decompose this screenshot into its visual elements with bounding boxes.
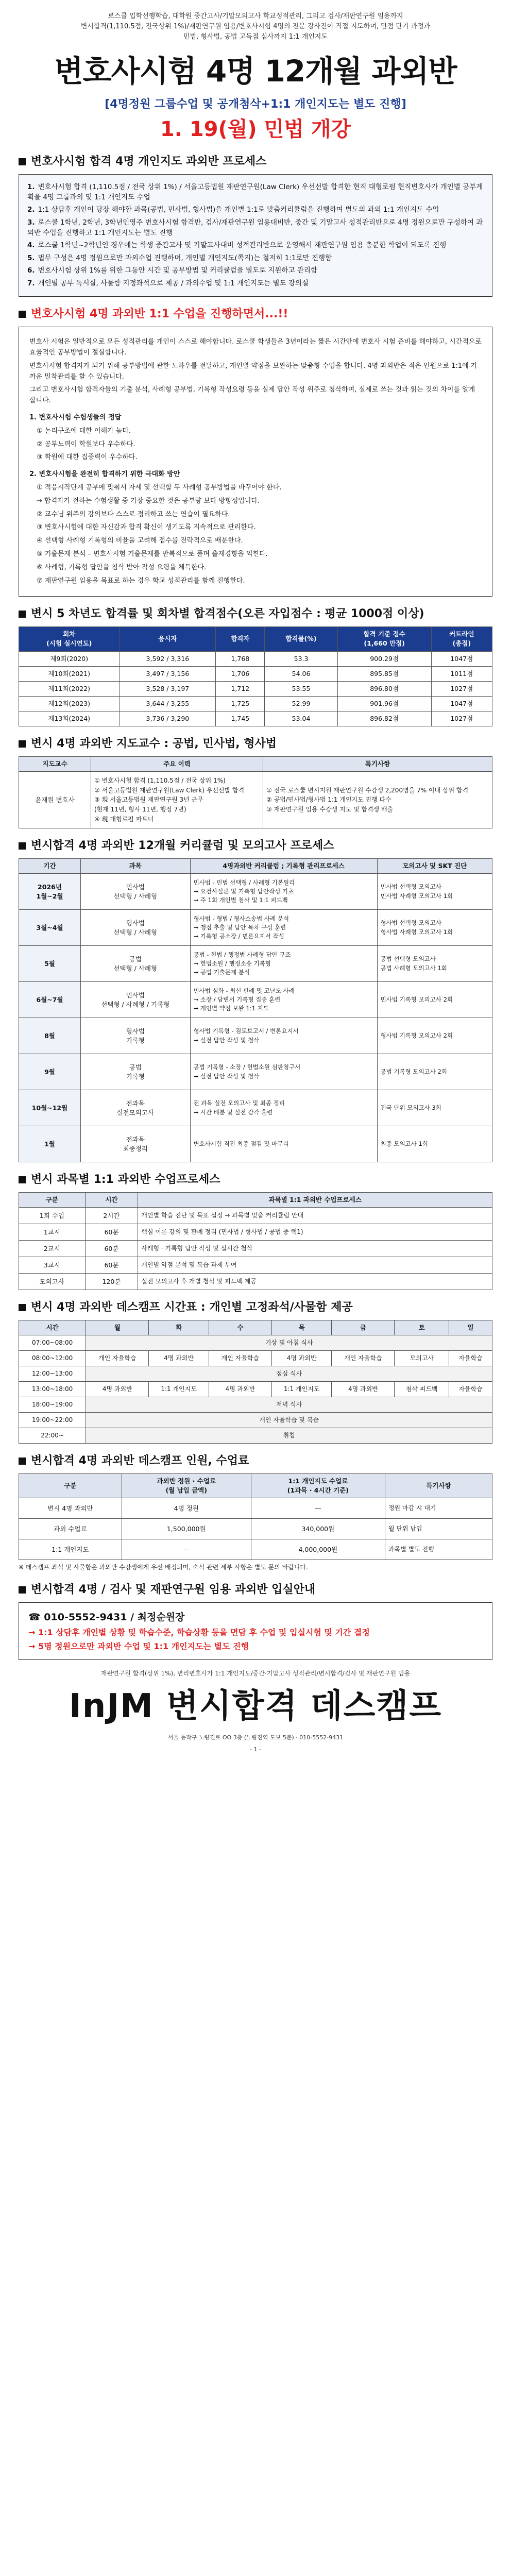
schedule-period: 6월~7월 (19, 982, 81, 1018)
table-cell: 모의고사 (395, 1351, 449, 1366)
feature-text: 변호사시험 상위 1%를 위한 그동안 시간 및 공부방법 및 커리큘럼을 별도로 지원하고 관리함 (38, 266, 317, 275)
table-cell: 4명 과외반 (86, 1382, 149, 1397)
table-cell: 120분 (85, 1274, 138, 1290)
table-cell: 1047점 (431, 651, 492, 666)
page-number: - 1 - (250, 1746, 261, 1753)
career-line: ③ 現 서울고등법원 재판연구원 3년 근무 (94, 796, 203, 804)
section-heading (19, 1582, 492, 1598)
table-cell: 896.82점 (337, 711, 431, 726)
time-cell: 07:00~08:00 (19, 1335, 86, 1351)
col-header: 과외반 정원 · 수업료 (월 납입 금액) (122, 1474, 251, 1498)
table-row (19, 1054, 492, 1090)
col-header: 토 (395, 1320, 449, 1335)
table-row (19, 681, 492, 696)
instructor-table (19, 756, 492, 828)
section-heading (19, 1299, 492, 1316)
table-cell: 1027점 (431, 711, 492, 726)
schedule-exam: 형사법 선택형 모의고사 형사법 사례형 모의고사 1회 (377, 910, 492, 946)
schedule-period: 1월 (19, 1126, 81, 1162)
table-cell: 1,706 (216, 666, 265, 681)
table-row (19, 1126, 492, 1162)
table-row (19, 946, 492, 982)
table-row (19, 910, 492, 946)
career-line: ④ 現 대형로펌 파트너 (94, 815, 154, 823)
square-bullet-icon (19, 158, 26, 165)
table-row (19, 711, 492, 726)
square-bullet-icon (19, 740, 26, 748)
section-heading-text: 변호사시험 합격 4명 개인지도 과외반 프로세스 (31, 155, 267, 168)
section-heading (19, 1453, 492, 1469)
intro-text (19, 0, 492, 42)
page-title: 변호사시험 4명 12개월 과외반 (54, 54, 457, 89)
table-cell: 895.85점 (337, 666, 431, 681)
table-cell: 3,736 / 3,290 (120, 711, 216, 726)
feature-number: 2. (27, 206, 35, 214)
schedule-curriculum: 공법 기록형 - 소장 / 헌법소원 심판청구서 → 실전 답안 작성 및 첨삭 (190, 1054, 377, 1090)
essay-item: ⑤ 기출문제 분석 – 변호사시험 기출문제를 반복적으로 풀며 출제경향을 익힌다. (37, 550, 268, 558)
schedule-subject: 민사법 선택형 / 사례형 / 기록형 (80, 982, 190, 1018)
essay-item: ① 논리구조에 대한 이해가 높다. (37, 427, 131, 435)
feature-item (27, 279, 484, 289)
note-line: ② 공법/민사법/형사법 1:1 개인지도 진행 다수 (266, 796, 391, 804)
career-line: (현재 11년, 형사 11년, 행정 7년) (94, 805, 186, 813)
feature-item (27, 205, 484, 215)
table-cell: 실전 모의고사 후 개별 첨삭 및 피드백 제공 (138, 1274, 492, 1290)
section-heading (19, 1172, 492, 1188)
table-cell: 1011점 (431, 666, 492, 681)
col-header: 특기사항 (385, 1474, 492, 1498)
col-header: 합격률(%) (265, 627, 337, 651)
col-header: 4명과외반 커리큘럼 ; 기록형 관리프로세스 (190, 859, 377, 874)
section-heading (19, 606, 492, 622)
table-cell: 53.55 (265, 681, 337, 696)
table-cell: 4명 과외반 (332, 1382, 395, 1397)
essay-box (19, 327, 492, 597)
col-header: 월 (86, 1320, 149, 1335)
col-header: 목 (271, 1320, 332, 1335)
col-header: 화 (149, 1320, 209, 1335)
schedule-exam: 최종 모의고사 1회 (377, 1126, 492, 1162)
brand-logo: InJM 변시합격 데스캠프 (69, 1687, 442, 1725)
timetable-table (19, 1320, 492, 1444)
schedule-curriculum: 공법 - 헌법 / 행정법 사례형 답안 구조 → 헌법소원 / 행정소송 기록형 → 공법 기출문제 분석 (190, 946, 377, 982)
table-cell: 취침 (86, 1428, 492, 1444)
instructor-notes (263, 772, 492, 828)
note-line: ① 전국 로스쿨 변시지원 재판연구원 수강생 2,200명을 7% 이내 상위 합격 (266, 786, 469, 794)
table-cell: 54.06 (265, 666, 337, 681)
table-cell: 4명 과외반 (209, 1382, 271, 1397)
table-cell: 1:1 개인지도 (19, 1539, 122, 1560)
table-cell: 1교시 (19, 1224, 86, 1241)
table-cell: 3,592 / 3,316 (120, 651, 216, 666)
time-cell: 19:00~22:00 (19, 1413, 86, 1428)
table-cell: 사례형 · 기록형 답안 작성 및 실시간 첨삭 (138, 1241, 492, 1257)
time-cell: 22:00~ (19, 1428, 86, 1444)
col-header: 커트라인 (총점) (431, 627, 492, 651)
schedule-subject: 민사법 선택형 / 사례형 (80, 874, 190, 910)
essay-item: ③ 변호사시험에 대한 자신감과 합격 확신이 생기도록 지속적으로 관리한다. (37, 523, 256, 532)
col-header: 1:1 개인지도 수업료 (1과목 · 4시간 기준) (251, 1474, 385, 1498)
footer-note: 재판연구원 합격(상위 1%), 변리변호사가 1:1 개인지도/중간·기말고사 성적관리/변시합격/검사 및 재판연구원 임용 (100, 1670, 411, 1677)
col-header: 기간 (19, 859, 81, 874)
apply-box (19, 1602, 492, 1660)
table-cell: 4명 과외반 (149, 1351, 209, 1366)
col-header: 일 (449, 1320, 492, 1335)
feature-text: 개인별 공부 독서실, 사물함 지정좌석으로 제공 / 과외수업 및 1:1 개인지도는 별도 강의실 (38, 279, 309, 287)
table-row (19, 1274, 492, 1290)
table-cell: 첨삭 피드백 (395, 1382, 449, 1397)
table-cell: 1,725 (216, 696, 265, 711)
table-row (19, 696, 492, 711)
schedule-curriculum: 변호사시험 직전 최종 점검 및 마무리 (190, 1126, 377, 1162)
col-header: 구분 (19, 1193, 86, 1208)
schedule-curriculum: 형사법 - 형법 / 형사소송법 사례 분석 → 쟁점 추출 및 답안 목차 구성 훈련 → 기록형 공소장 / 변론요지서 작성 (190, 910, 377, 946)
col-header: 합격자 (216, 627, 265, 651)
essay-item: ⑦ 재판연구원 임용을 목표로 하는 경우 학교 성적관리를 함께 진행한다. (37, 577, 245, 585)
schedule-period: 3월~4월 (19, 910, 81, 946)
intro-line: 변시합격(1,110.5점, 전국상위 1%)/재판연구원 임용/변호사시험 4명의 전문 강사진이 직접 지도하며, 만점 단기 과정과 (80, 23, 431, 31)
section-heading-text: 변시 4명 과외반 지도교수 : 공법, 민사법, 형사법 (31, 737, 277, 751)
square-bullet-icon (19, 1458, 26, 1465)
table-cell: 4,000,000원 (251, 1539, 385, 1560)
instructor-career (91, 772, 263, 828)
feature-item (27, 253, 484, 264)
time-cell: 18:00~19:00 (19, 1397, 86, 1413)
schedule-subject: 형사법 선택형 / 사례형 (80, 910, 190, 946)
table-row (19, 1208, 492, 1224)
essay-item: ⑥ 사례형, 기록형 답안을 첨삭 받아 작성 요령을 체득한다. (37, 563, 207, 571)
table-row (19, 1366, 492, 1382)
table-cell: 60분 (85, 1224, 138, 1241)
table-row (19, 1413, 492, 1428)
table-cell: 1,768 (216, 651, 265, 666)
table-row (19, 1351, 492, 1366)
table-row (19, 874, 492, 910)
feature-text: 변호사시험 합격 (1,110.5점 / 전국 상위 1%) / 서울고등법원 재판연구원(Law Clerk) 우선선발 합격한 현직 대형로펌 현직변호사가 개인별 공부계획을 4명 그룹과외 및 1:1 개인지도 수업 (27, 183, 483, 201)
essay-item: ③ 학원에 대한 집중력이 우수하다. (37, 453, 138, 462)
open-date: 1. 19(월) 민법 개강 (160, 117, 351, 142)
section-heading-text: 변시 4명 과외반 데스캠프 시간표 : 개인별 고정좌석/사물함 제공 (31, 1301, 353, 1314)
table-row (19, 1224, 492, 1241)
table-row (19, 1335, 492, 1351)
note-line: ③ 재판연구원 임용 수강생 지도 및 합격생 배출 (266, 805, 394, 813)
col-header: 특기사항 (263, 757, 492, 772)
table-cell: 점심 식사 (86, 1366, 492, 1382)
table-cell: 제13회(2024) (19, 711, 120, 726)
table-cell: 1:1 개인지도 (271, 1382, 332, 1397)
table-cell: 3,528 / 3,197 (120, 681, 216, 696)
table-cell: 52.99 (265, 696, 337, 711)
essay-item-list (29, 483, 482, 586)
col-header: 지도교수 (19, 757, 91, 772)
feature-item (27, 241, 484, 251)
essay-paragraph: 그리고 변호사시험 합격자들의 기출 분석, 사례형 공부법, 기록형 작성요령 등을 실제 답안 작성 위주로 첨삭하며, 실제로 쓰는 것과 읽는 것의 차이를 알게 합니다. (29, 386, 475, 405)
table-cell: 기상 및 아침 식사 (86, 1335, 492, 1351)
essay-item: ② 공부노력이 학원보다 우수하다. (37, 440, 135, 448)
schedule-curriculum: 형사법 기록형 - 검토보고서 / 변론요지서 → 실전 답안 작성 및 첨삭 (190, 1018, 377, 1054)
feature-number: 1. (27, 183, 35, 192)
square-bullet-icon (19, 842, 26, 850)
table-cell: 저녁 식사 (86, 1397, 492, 1413)
table-cell: 제10회(2021) (19, 666, 120, 681)
section-heading (19, 838, 492, 854)
schedule-subject: 공법 선택형 / 사례형 (80, 946, 190, 982)
section-heading-text: 변시합격 4명 과외반 데스캠프 인원, 수업료 (31, 1454, 249, 1468)
table-cell: 핵심 이론 강의 및 판례 정리 (민사법 / 형사법 / 공법 중 택1) (138, 1224, 492, 1241)
feature-number: 4. (27, 241, 35, 250)
section-heading-text: 변시 5 차년도 합격률 및 회차별 합격점수(오른 자입점수 : 평균 1000점 이상) (31, 607, 424, 621)
table-cell: 1,500,000원 (122, 1519, 251, 1539)
table-row (19, 1498, 492, 1519)
square-bullet-icon (19, 1586, 26, 1594)
table-cell: 제9회(2020) (19, 651, 120, 666)
table-row (19, 1397, 492, 1413)
schedule-period: 5월 (19, 946, 81, 982)
fee-note: ※ 데스캠프 좌석 및 사물함은 과외반 수강생에게 우선 배정되며, 숙식 관련 세부 사항은 별도 문의 바랍니다. (19, 1564, 308, 1571)
col-header: 합격 기준 점수 (1,660 만점) (337, 627, 431, 651)
col-header: 응시자 (120, 627, 216, 651)
table-cell: 53.3 (265, 651, 337, 666)
feature-list (19, 174, 492, 297)
essay-question: 2. 변호사시험을 완전히 합격하기 위한 극대화 방안 (29, 470, 180, 479)
table-cell: 1:1 개인지도 (149, 1382, 209, 1397)
schedule-period: 10월~12월 (19, 1090, 81, 1126)
schedule-exam: 공법 기록형 모의고사 2회 (377, 1054, 492, 1090)
feature-text: 1:1 상담후 개인이 당장 해야할 과목(공법, 민사법, 형사법)을 개인별 1:1로 맞춤커리큘럼을 진행하며 별도의 과외 1:1 개인지도 수업 (38, 206, 439, 214)
table-cell: 개인 자율학습 및 복습 (86, 1413, 492, 1428)
section-heading-text: 변호사시험 4명 과외반 1:1 수업을 진행하면서...!! (31, 308, 288, 321)
feature-text: 로스쿨 1학년~2학년인 경우에는 학생 중간고사 및 기말고사대비 성적관리반으로 운영해서 재판연구원 임용 충분한 학업이 되도록 진행 (38, 241, 447, 250)
essay-item: → 합격자가 전하는 수험생활 중 가장 중요한 것은 공부량 보다 방향성입니다. (37, 497, 260, 505)
table-cell: 60분 (85, 1257, 138, 1274)
feature-item (27, 182, 484, 202)
time-cell: 12:00~13:00 (19, 1366, 86, 1382)
career-line: ① 변호사시험 합격 (1,110.5점 / 전국 상위 1%) (94, 777, 226, 785)
table-cell: 3,497 / 3,156 (120, 666, 216, 681)
table-cell: 4명 정원 (122, 1498, 251, 1519)
schedule-exam: 공법 선택형 모의고사 공법 사례형 모의고사 1회 (377, 946, 492, 982)
table-cell: 1027점 (431, 681, 492, 696)
fee-table (19, 1473, 492, 1560)
table-row (19, 651, 492, 666)
table-cell: 1047점 (431, 696, 492, 711)
table-cell: 변시 4명 과외반 (19, 1498, 122, 1519)
section-heading-text: 변시합격 4명 과외반 12개월 커리큘럼 및 모의고사 프로세스 (31, 839, 334, 853)
apply-line: → 1:1 상담후 개인별 상황 및 학습수준, 학습상황 등을 면담 후 수업 및 입실시험 및 기간 결정 (28, 1627, 370, 1637)
table-cell: 900.29점 (337, 651, 431, 666)
table-cell: 53.04 (265, 711, 337, 726)
schedule-period: 2026년 1월~2월 (19, 874, 81, 910)
table-cell: — (251, 1498, 385, 1519)
table-cell: 자율학습 (449, 1382, 492, 1397)
table-cell: 과외 수업료 (19, 1519, 122, 1539)
table-row (19, 1382, 492, 1397)
table-cell: 개인 자율학습 (86, 1351, 149, 1366)
table-row (19, 1428, 492, 1444)
square-bullet-icon (19, 1304, 26, 1311)
essay-question: 1. 변호사시험 수험생들의 정답 (29, 414, 122, 422)
table-cell: 정원 마감 시 대기 (385, 1498, 492, 1519)
section-heading (19, 736, 492, 752)
section-heading-text: 변시합격 4명 / 검사 및 재판연구원 임용 과외반 입실안내 (31, 1583, 316, 1596)
col-header: 과목 (80, 859, 190, 874)
table-cell: 1,745 (216, 711, 265, 726)
table-row (19, 1539, 492, 1560)
table-cell: 3,644 / 3,255 (120, 696, 216, 711)
table-cell: — (122, 1539, 251, 1560)
schedule-curriculum: 전 과목 실전 모의고사 및 최종 정리 → 시간 배분 및 실전 감각 훈련 (190, 1090, 377, 1126)
table-cell: 월 단위 납입 (385, 1519, 492, 1539)
table-cell: 과목별 별도 진행 (385, 1539, 492, 1560)
feature-number: 3. (27, 218, 35, 227)
col-header: 모의고사 및 SKT 진단 (377, 859, 492, 874)
col-header: 시간 (19, 1320, 86, 1335)
essay-item: ① 적응시작단계 공부에 맞춰서 자세 및 선택할 두 사례형 공부방법을 바꾸어야 한다. (37, 484, 282, 492)
col-header: 회차 (시험 실시연도) (19, 627, 120, 651)
schedule-period: 9월 (19, 1054, 81, 1090)
table-row (19, 1257, 492, 1274)
square-bullet-icon (19, 311, 26, 318)
feature-item (27, 218, 484, 238)
square-bullet-icon (19, 1176, 26, 1183)
oneonone-table (19, 1192, 492, 1290)
table-cell: 896.80점 (337, 681, 431, 696)
schedule-exam: 형사법 기록형 모의고사 2회 (377, 1018, 492, 1054)
intro-line: 민법, 형사법, 공법 고득점 심사까지 1:1 개인지도 (183, 33, 328, 41)
schedule-subject: 전과목 최종정리 (80, 1126, 190, 1162)
career-line: ② 서울고등법원 재판연구원(Law Clerk) 우선선발 합격 (94, 786, 245, 794)
table-cell: 340,000원 (251, 1519, 385, 1539)
table-cell: 개인 자율학습 (209, 1351, 271, 1366)
schedule-table (19, 858, 492, 1162)
section-heading (19, 154, 492, 170)
table-row (19, 666, 492, 681)
feature-text: 로스쿨 1학년, 2학년, 3학년인영주 변호사시험 합격반, 검사/재판연구원 임용대비반, 중간 및 기말고사 성적관리반으로 4명 정원으로만 구성하여 과외반 수업을 진행하고 1:1 개인지도는 별도 진행 (27, 218, 483, 237)
time-cell: 08:00~12:00 (19, 1351, 86, 1366)
schedule-subject: 공법 기록형 (80, 1054, 190, 1090)
table-cell: 자율학습 (449, 1351, 492, 1366)
col-header: 구분 (19, 1474, 122, 1498)
instructor-name: 윤재원 변호사 (19, 772, 91, 828)
intro-line: 로스쿨 입학선행학습, 대학원 중간고사/기말모의고사 학교성적관리, 그리고 검사/재판연구원 임용까지 (108, 12, 403, 20)
schedule-subject: 전과목 실전모의고사 (80, 1090, 190, 1126)
table-cell: 901.96점 (337, 696, 431, 711)
feature-number: 7. (27, 279, 35, 287)
section-heading-text: 변시 과목별 1:1 과외반 수업프로세스 (31, 1173, 220, 1187)
section-heading (19, 306, 492, 323)
table-cell: 2시간 (85, 1208, 138, 1224)
table-cell: 1회 수업 (19, 1208, 86, 1224)
schedule-exam: 민사법 선택형 모의고사 민사법 사례형 모의고사 1회 (377, 874, 492, 910)
col-header: 수 (209, 1320, 271, 1335)
table-row (19, 1018, 492, 1054)
col-header: 시간 (85, 1193, 138, 1208)
schedule-exam: 민사법 기록형 모의고사 2회 (377, 982, 492, 1018)
table-row (19, 1090, 492, 1126)
table-cell: 개인별 약점 분석 및 복습 과제 부여 (138, 1257, 492, 1274)
stats-table (19, 626, 492, 726)
table-cell: 개인 자율학습 (332, 1351, 395, 1366)
essay-item: ④ 선택형 사례형 기록형의 비율을 고려해 점수를 전략적으로 배분한다. (37, 537, 243, 545)
table-row (19, 1519, 492, 1539)
apply-line: → 5명 정원으로만 과외반 수업 및 1:1 개인지도는 별도 진행 (28, 1641, 249, 1652)
col-header: 과목별 1:1 과외반 수업프로세스 (138, 1193, 492, 1208)
footer-address: 서울 동작구 노량진로 OO 3층 (노량진역 도보 5분) · 010-5552-9431 (167, 1734, 344, 1741)
schedule-period: 8월 (19, 1018, 81, 1054)
schedule-curriculum: 민사법 - 민법 선택형 / 사례형 기본원리 → 요건사실론 및 기록형 답안작성 기초 → 주 1회 개인별 첨삭 및 1:1 피드백 (190, 874, 377, 910)
table-cell: 60분 (85, 1241, 138, 1257)
essay-item: ② 교수님 위주의 강의보다 스스로 정리하고 쓰는 연습이 필요하다. (37, 510, 230, 518)
schedule-subject: 형사법 기록형 (80, 1018, 190, 1054)
table-cell: 1,712 (216, 681, 265, 696)
table-cell: 4명 과외반 (271, 1351, 332, 1366)
table-row (19, 1241, 492, 1257)
feature-text: 법무 구성은 4명 정원으로만 과외수업 진행하며, 개인별 개인지도(쪽지)는 철저히 1:1로만 진행함 (38, 253, 332, 262)
page-subtitle: [4명정원 그룹수업 및 공개첨삭+1:1 개인지도는 별도 진행] (105, 97, 406, 111)
feature-number: 6. (27, 266, 35, 275)
table-cell: 개인별 학습 진단 및 목표 설정 → 과목별 맞춤 커리큘럼 안내 (138, 1208, 492, 1224)
contact-phone[interactable]: ☎ 010-5552-9431 / 최정순원장 (28, 1611, 185, 1623)
table-cell: 3교시 (19, 1257, 86, 1274)
col-header: 금 (332, 1320, 395, 1335)
essay-paragraph: 변호사 시험은 일반적으로 모든 성적관리를 개인이 스스로 해야합니다. 로스쿨 학생들은 3년이라는 짧은 시간안에 변호사 시험 준비를 해야하고, 시간적으로 효율적인 공부방법이 절실합니다. (29, 338, 482, 357)
table-cell: 2교시 (19, 1241, 86, 1257)
schedule-curriculum: 민사법 심화 - 최신 판례 및 고난도 사례 → 소장 / 답변서 기록형 집중 훈련 → 개인별 약점 보완 1:1 지도 (190, 982, 377, 1018)
col-header: 주요 이력 (91, 757, 263, 772)
table-row (19, 982, 492, 1018)
time-cell: 13:00~18:00 (19, 1382, 86, 1397)
feature-item (27, 266, 484, 276)
schedule-exam: 전국 단위 모의고사 3회 (377, 1090, 492, 1126)
square-bullet-icon (19, 611, 26, 618)
table-cell: 제11회(2022) (19, 681, 120, 696)
table-cell: 모의고사 (19, 1274, 86, 1290)
feature-number: 5. (27, 253, 35, 262)
table-cell: 제12회(2023) (19, 696, 120, 711)
essay-paragraph: 변호사시험 합격자가 되기 위해 공부방법에 관한 노하우를 전달하고, 개인별 약점을 보완하는 맞춤형 수업을 합니다. 4명 과외반은 적은 인원으로 1:1에 가까운 밀착관리를 할 수 있습니다. (29, 362, 478, 381)
